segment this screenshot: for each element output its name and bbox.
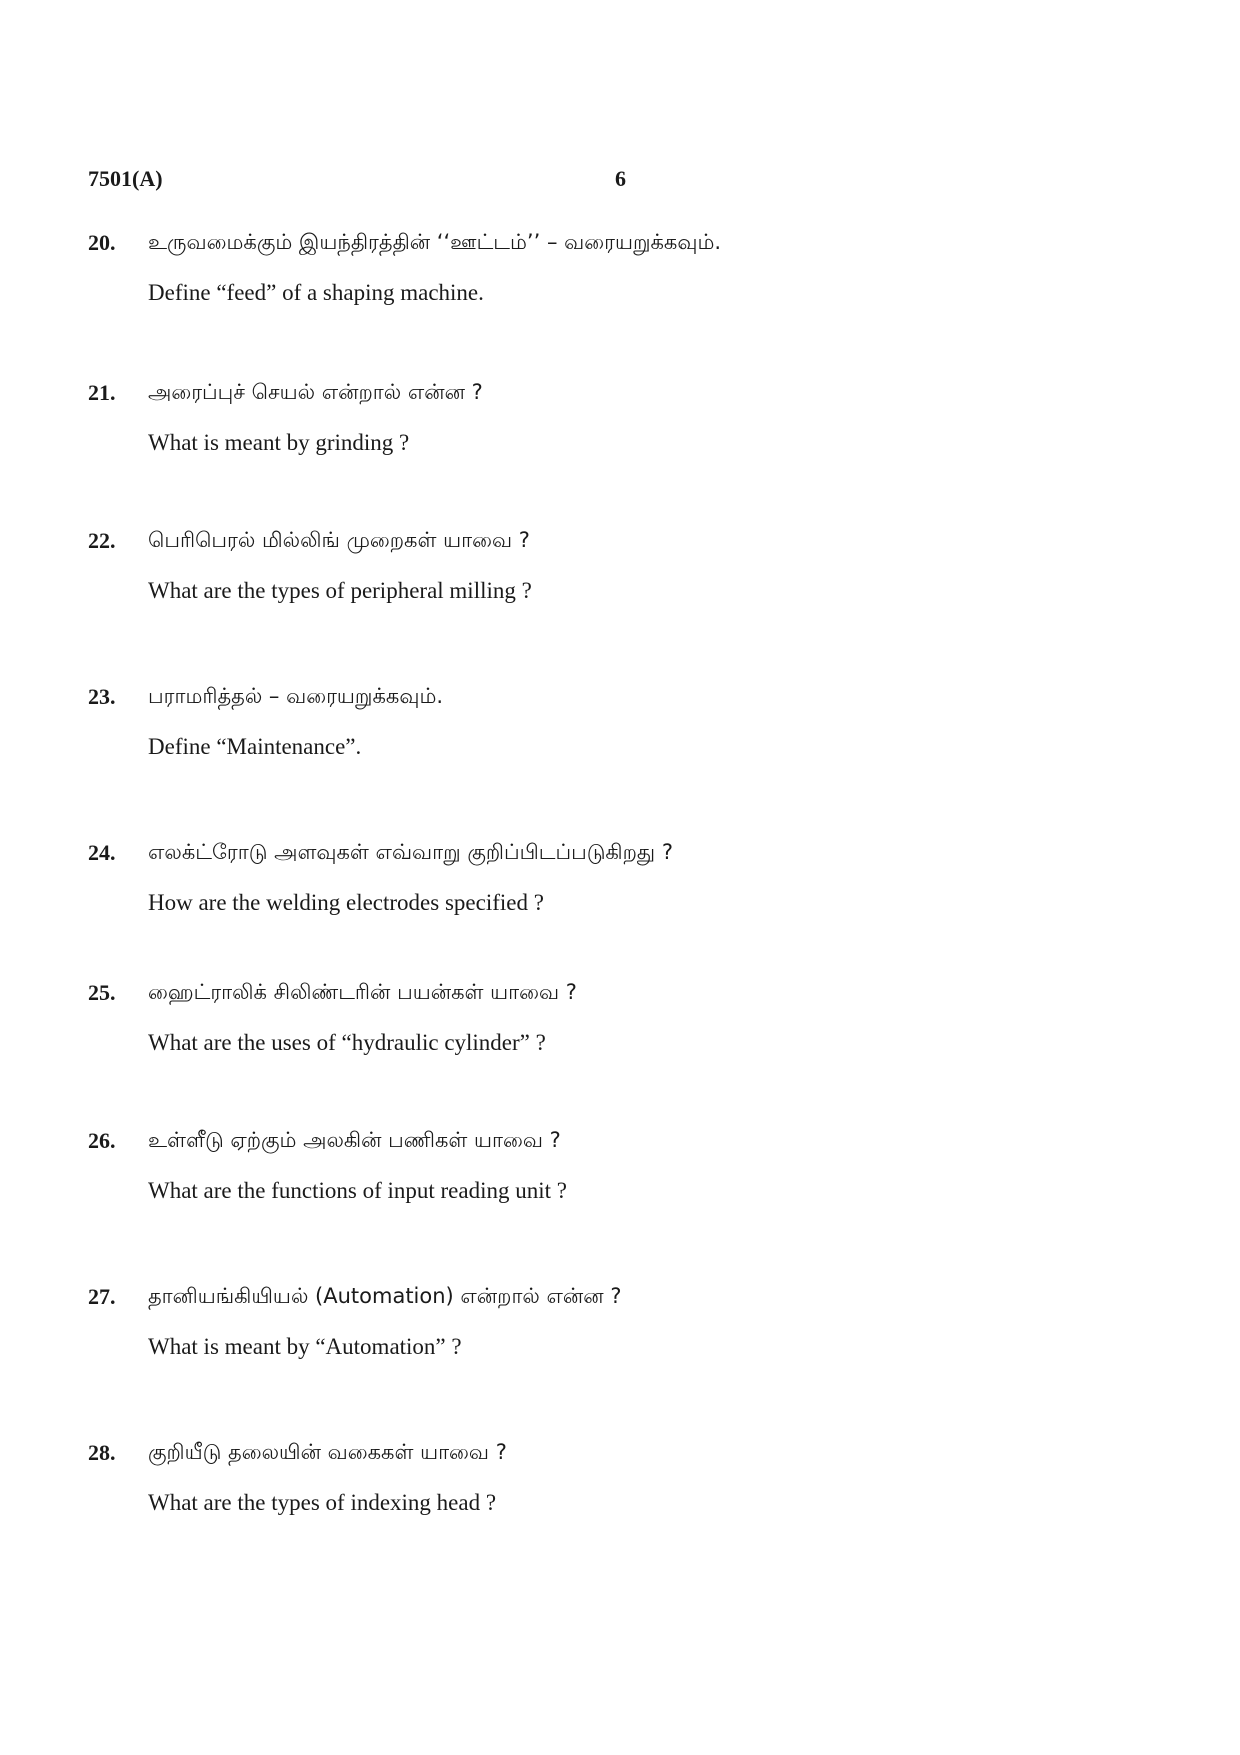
question-tamil-text: பராமரித்தல் – வரையறுக்கவும். (148, 684, 444, 708)
question-number: 28. (88, 1440, 116, 1465)
question-english-text: What are the functions of input reading unit ? (148, 1178, 567, 1203)
question-tamil-text: குறியீடு தலையின் வகைகள் யாவை ? (148, 1440, 507, 1464)
question-english-text: How are the welding electrodes specified ? (148, 890, 544, 915)
question-number: 21. (88, 380, 116, 405)
question-english-text: What are the types of indexing head ? (148, 1490, 497, 1515)
paper-code: 7501(A) (88, 166, 163, 191)
page-number: 6 (615, 166, 626, 191)
question-english-text: Define “Maintenance”. (148, 734, 362, 759)
question-tamil-text: தானியங்கியியல் (Automation) என்றால் என்ன ? (148, 1284, 622, 1308)
question-number: 27. (88, 1284, 116, 1309)
question-english-text: What is meant by “Automation” ? (148, 1334, 462, 1359)
question-english-text: What is meant by grinding ? (148, 430, 410, 455)
question-tamil-text: உள்ளீடு ஏற்கும் அலகின் பணிகள் யாவை ? (148, 1128, 561, 1152)
question-english-text: Define “feed” of a shaping machine. (148, 280, 484, 305)
question-tamil-text: உருவமைக்கும் இயந்திரத்தின் ‘‘ஊட்டம்’’ – வரையறுக்கவும். (148, 230, 722, 254)
question-number: 24. (88, 840, 116, 865)
question-tamil-text: எலக்ட்ரோடு அளவுகள் எவ்வாறு குறிப்பிடப்படுகிறது ? (148, 840, 673, 864)
question-tamil-text: பெரிபெரல் மில்லிங் முறைகள் யாவை ? (148, 528, 530, 552)
question-english-text: What are the uses of “hydraulic cylinder” ? (148, 1030, 546, 1055)
question-tamil-text: ஹைட்ராலிக் சிலிண்டரின் பயன்கள் யாவை ? (148, 980, 577, 1004)
page-header (88, 166, 688, 196)
question-number: 20. (88, 230, 116, 255)
question-number: 23. (88, 684, 116, 709)
question-number: 25. (88, 980, 116, 1005)
question-tamil-text: அரைப்புச் செயல் என்றால் என்ன ? (148, 380, 483, 404)
question-english-text: What are the types of peripheral milling ? (148, 578, 532, 603)
question-number: 22. (88, 528, 116, 553)
question-number: 26. (88, 1128, 116, 1153)
